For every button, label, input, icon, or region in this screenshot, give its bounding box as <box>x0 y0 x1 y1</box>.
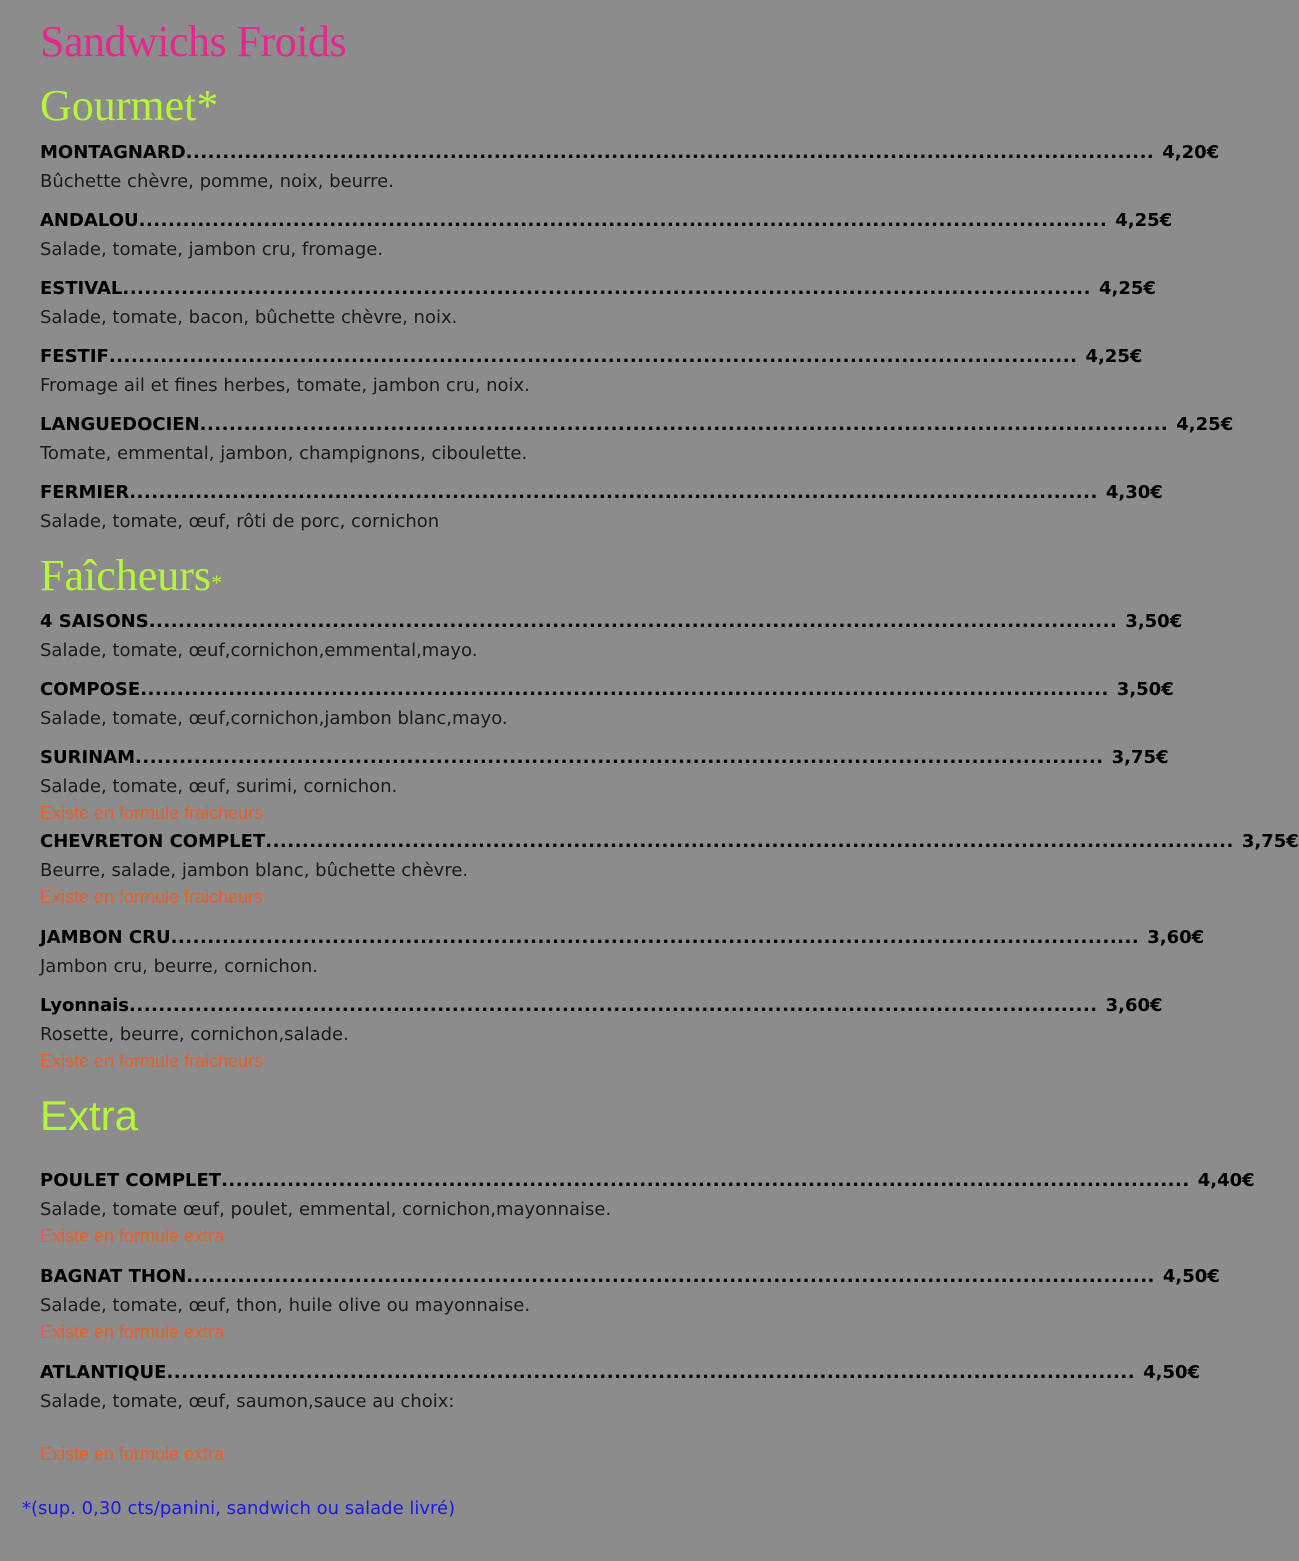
formula-note: Existe en formule extra <box>40 1444 225 1464</box>
section-extra-heading: Extra <box>40 1092 139 1139</box>
item-description: Salade, tomate, œuf,cornichon,emmental,mayo. <box>40 640 478 661</box>
menu-item <box>40 747 1169 829</box>
item-description: Salade, tomate, œuf, saumon,sauce au choix: <box>40 1391 455 1412</box>
item-title-line <box>40 927 1205 953</box>
leader-dots: .................................................................................................................................... <box>199 414 1169 435</box>
formula-note: Existe en formule fraicheurs <box>40 887 264 907</box>
item-description: Bûchette chèvre, pomme, noix, beurre. <box>40 171 394 192</box>
item-title-line <box>40 747 1169 773</box>
item-price: 4,25€ <box>1098 278 1156 299</box>
leader-dots: .................................................................................................................................... <box>129 995 1098 1016</box>
menu-item <box>40 414 1234 469</box>
item-description: Salade, tomate, œuf, surimi, cornichon. <box>40 776 398 797</box>
item-name: ANDALOU <box>40 210 139 231</box>
formula-note: Existe en formule fraicheurs <box>40 803 264 823</box>
item-price: 3,50€ <box>1125 611 1183 632</box>
item-description: Tomate, emmental, jambon, champignons, ciboulette. <box>40 443 528 464</box>
item-price: 4,25€ <box>1085 346 1143 367</box>
item-price: 3,75€ <box>1241 831 1299 852</box>
menu-item <box>40 1266 1220 1348</box>
item-name: CHEVRETON COMPLET <box>40 831 266 852</box>
leader-dots: .................................................................................................................................... <box>135 747 1104 768</box>
item-price: 4,20€ <box>1162 142 1220 163</box>
formula-note: Existe en formule fraicheurs <box>40 1051 264 1071</box>
item-description: Salade, tomate, œuf, thon, huile olive ou mayonnaise. <box>40 1295 531 1316</box>
item-name: ATLANTIQUE <box>40 1362 167 1383</box>
item-price: 3,50€ <box>1116 679 1174 700</box>
item-name: ESTIVAL <box>40 278 123 299</box>
item-description: Rosette, beurre, cornichon,salade. <box>40 1024 349 1045</box>
item-title-line <box>40 210 1173 236</box>
item-description: Salade, tomate, œuf, rôti de porc, cornichon <box>40 511 440 532</box>
formula-note: Existe en formule extra <box>40 1322 225 1342</box>
menu-item <box>40 278 1156 333</box>
item-name: FESTIF <box>40 346 109 367</box>
menu-item <box>40 1170 1255 1252</box>
leader-dots: .................................................................................................................................... <box>186 1266 1155 1287</box>
item-price: 4,50€ <box>1162 1266 1220 1287</box>
item-name: Lyonnais <box>40 995 130 1016</box>
item-title-line <box>40 611 1183 637</box>
item-description: Beurre, salade, jambon blanc, bûchette chèvre. <box>40 860 469 881</box>
item-description: Fromage ail et fines herbes, tomate, jambon cru, noix. <box>40 375 530 396</box>
item-title-line <box>40 414 1234 440</box>
menu-item <box>40 995 1163 1077</box>
leader-dots: .................................................................................................................................... <box>221 1170 1190 1191</box>
formula-note: Existe en formule extra <box>40 1226 225 1246</box>
page-title: Sandwichs Froids <box>40 17 347 66</box>
leader-dots: .................................................................................................................................... <box>140 679 1109 700</box>
item-title-line <box>40 995 1163 1021</box>
item-name: JAMBON CRU <box>40 927 171 948</box>
menu-item <box>40 482 1163 537</box>
leader-dots: .................................................................................................................................... <box>170 927 1140 948</box>
menu-item <box>40 679 1174 734</box>
leader-dots: .................................................................................................................................... <box>138 210 1108 231</box>
leader-dots: .................................................................................................................................... <box>148 611 1118 632</box>
menu-item <box>40 346 1143 401</box>
item-price: 4,50€ <box>1143 1362 1201 1383</box>
item-name: COMPOSE <box>40 679 141 700</box>
menu-item <box>40 927 1205 982</box>
delivery-footnote: *(sup. 0,30 cts/panini, sandwich ou salade livré) <box>22 1498 456 1519</box>
leader-dots: .................................................................................................................................... <box>185 142 1155 163</box>
item-title-line <box>40 831 1299 857</box>
menu-item <box>40 831 1299 913</box>
menu-item <box>40 142 1220 197</box>
item-name: MONTAGNARD <box>40 142 186 163</box>
item-description: Salade, tomate, bacon, bûchette chèvre, noix. <box>40 307 458 328</box>
item-price: 4,25€ <box>1176 414 1234 435</box>
item-title-line <box>40 679 1174 705</box>
item-description: Salade, tomate œuf, poulet, emmental, cornichon,mayonnaise. <box>40 1199 612 1220</box>
item-title-line <box>40 346 1143 372</box>
item-description: Salade, tomate, jambon cru, fromage. <box>40 239 384 260</box>
menu-item <box>40 210 1173 265</box>
item-price: 4,40€ <box>1197 1170 1255 1191</box>
leader-dots: .................................................................................................................................... <box>129 482 1098 503</box>
leader-dots: .................................................................................................................................... <box>166 1362 1136 1383</box>
item-price: 3,60€ <box>1147 927 1205 948</box>
item-name: FERMIER <box>40 482 130 503</box>
section-fraicheurs-heading: Faîcheurs* <box>40 551 223 600</box>
menu-item <box>40 611 1183 666</box>
item-description: Salade, tomate, œuf,cornichon,jambon blanc,mayo. <box>40 708 508 729</box>
item-name: POULET COMPLET <box>40 1170 222 1191</box>
item-price: 3,60€ <box>1105 995 1163 1016</box>
item-price: 4,30€ <box>1105 482 1163 503</box>
leader-dots: .................................................................................................................................... <box>122 278 1091 299</box>
item-title-line <box>40 278 1156 304</box>
item-title-line <box>40 1266 1220 1292</box>
item-title-line <box>40 482 1163 508</box>
leader-dots: .................................................................................................................................... <box>265 831 1234 852</box>
item-name: LANGUEDOCIEN <box>40 414 200 435</box>
item-price: 4,25€ <box>1115 210 1173 231</box>
leader-dots: .................................................................................................................................... <box>108 346 1078 367</box>
menu-item <box>40 1362 1201 1470</box>
item-title-line <box>40 1170 1255 1196</box>
item-title-line <box>40 142 1220 168</box>
item-name: SURINAM <box>40 747 136 768</box>
section-gourmet-heading: Gourmet* <box>40 81 219 130</box>
item-description: Jambon cru, beurre, cornichon. <box>40 956 318 977</box>
item-name: BAGNAT THON <box>40 1266 187 1287</box>
item-price: 3,75€ <box>1111 747 1169 768</box>
item-name: 4 SAISONS <box>40 611 149 632</box>
item-title-line <box>40 1362 1201 1388</box>
